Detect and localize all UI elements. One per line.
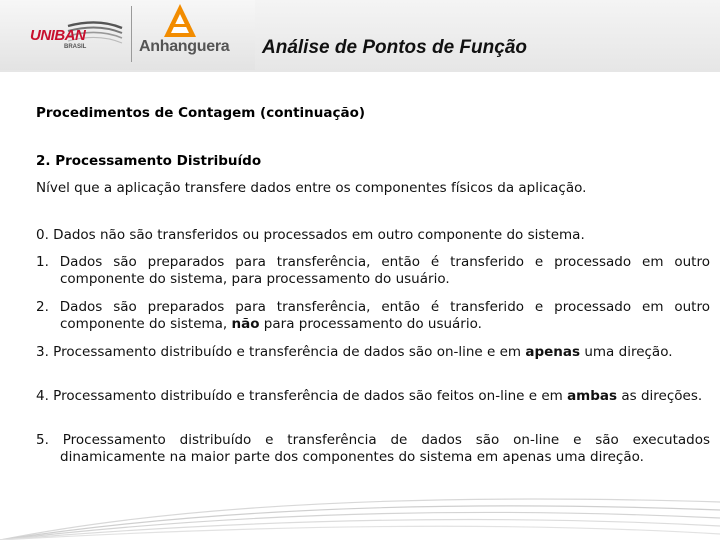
- uniban-logo-subtext: BRASIL: [64, 44, 87, 50]
- logo-divider: [131, 6, 132, 62]
- list-item-text: 4. Processamento distribuído e transferência de dados são feitos on-line e em: [36, 388, 568, 404]
- list-item: [36, 254, 710, 288]
- page-title: Análise de Pontos de Função: [262, 37, 527, 58]
- list-item-text: para processamento do usuário.: [259, 316, 482, 332]
- list-item-emphasis: ambas: [567, 388, 618, 404]
- list-item-text: uma direção.: [580, 344, 673, 360]
- logo-area: [0, 0, 255, 70]
- sub-heading: 2. Processamento Distribuído: [36, 153, 262, 169]
- section-heading: Procedimentos de Contagem (continuação): [36, 105, 366, 121]
- anhanguera-logo-text: Anhanguera: [139, 38, 230, 55]
- footer-swoosh-decoration: [0, 480, 720, 540]
- anhanguera-triangle-icon: [163, 3, 197, 39]
- list-item-text: 1. Dados são preparados para transferência, então é transferido e processado em outro componente do sistema, para processamento do usuário.: [36, 254, 710, 287]
- list-item-text: 2. Dados são preparados para transferência, então é transferido e processado em outro componente do sistema,: [36, 299, 710, 332]
- list-item-text: 0. Dados não são transferidos ou processados em outro componente do sistema.: [36, 227, 585, 243]
- list-item-text: 5. Processamento distribuído e transferência de dados são on-line e são executados dinamicamente na maior parte dos componentes do sistema em apenas uma direção.: [36, 432, 710, 465]
- list-item: [36, 388, 710, 405]
- list-item-emphasis: não: [231, 316, 260, 332]
- list-item-emphasis: apenas: [525, 344, 581, 360]
- uniban-logo-text: UNIBAN: [30, 27, 86, 44]
- list-item: [36, 344, 710, 361]
- list-item: [36, 432, 710, 466]
- list-item: [36, 299, 710, 333]
- list-item-text: 3. Processamento distribuído e transferência de dados são on-line e em: [36, 344, 526, 360]
- header-band: [0, 0, 720, 72]
- list-item-text: as direções.: [617, 388, 703, 404]
- list-item: [36, 227, 710, 244]
- intro-paragraph: Nível que a aplicação transfere dados entre os componentes físicos da aplicação.: [36, 180, 587, 196]
- uniban-logo: [28, 16, 123, 56]
